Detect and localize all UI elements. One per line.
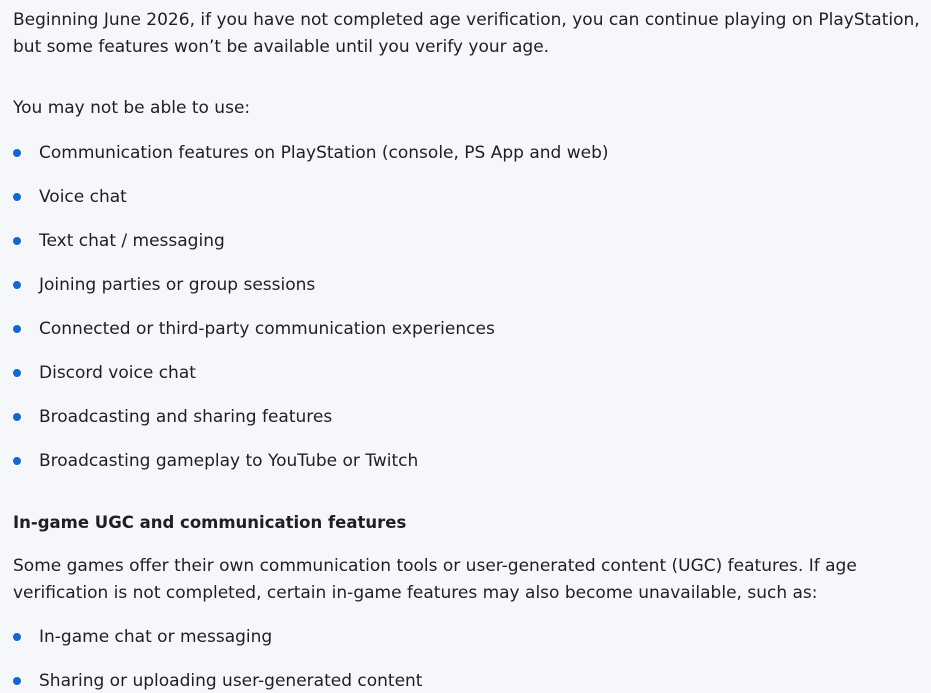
bullet-dot-icon (13, 237, 21, 245)
list-item (13, 316, 609, 360)
list-item-text: Voice chat (39, 187, 127, 207)
restrictions-intro: You may not be able to use: (13, 98, 251, 118)
list-item (13, 668, 422, 693)
bullet-dot-icon (13, 457, 21, 465)
list-item (13, 272, 609, 316)
list-item (13, 624, 422, 668)
list-item (13, 404, 609, 448)
list-item-text: In-game chat or messaging (39, 627, 273, 647)
bullet-dot-icon (13, 193, 21, 201)
list-item (13, 228, 609, 272)
bullet-dot-icon (13, 325, 21, 333)
ugc-features-list (13, 624, 422, 693)
bullet-dot-icon (13, 413, 21, 421)
list-item-text: Joining parties or group sessions (39, 275, 316, 295)
list-item-text: Connected or third-party communication experiences (39, 319, 495, 339)
ugc-section-heading: In-game UGC and communication features (13, 513, 407, 532)
list-item (13, 360, 609, 404)
list-item (13, 448, 609, 492)
bullet-dot-icon (13, 369, 21, 377)
bullet-dot-icon (13, 633, 21, 641)
list-item-text: Discord voice chat (39, 363, 196, 383)
list-item-text: Sharing or uploading user-generated content (39, 671, 423, 691)
list-item (13, 184, 609, 228)
intro-paragraph: Beginning June 2026, if you have not completed age verification, you can continue playing on PlayStation, but some features won’t be available until you verify your age. (13, 10, 920, 57)
list-item-text: Text chat / messaging (39, 231, 225, 251)
list-item-text: Communication features on PlayStation (console, PS App and web) (39, 143, 609, 163)
list-item-text: Broadcasting gameplay to YouTube or Twitch (39, 451, 419, 471)
bullet-dot-icon (13, 149, 21, 157)
list-item-text: Broadcasting and sharing features (39, 407, 333, 427)
list-item (13, 140, 609, 184)
bullet-dot-icon (13, 677, 21, 685)
restricted-features-list (13, 140, 609, 492)
ugc-section-paragraph: Some games offer their own communication tools or user-generated content (UGC) features. If age verification is not completed, certain in-game features may also become unavailable, such as: (13, 556, 857, 603)
bullet-dot-icon (13, 281, 21, 289)
